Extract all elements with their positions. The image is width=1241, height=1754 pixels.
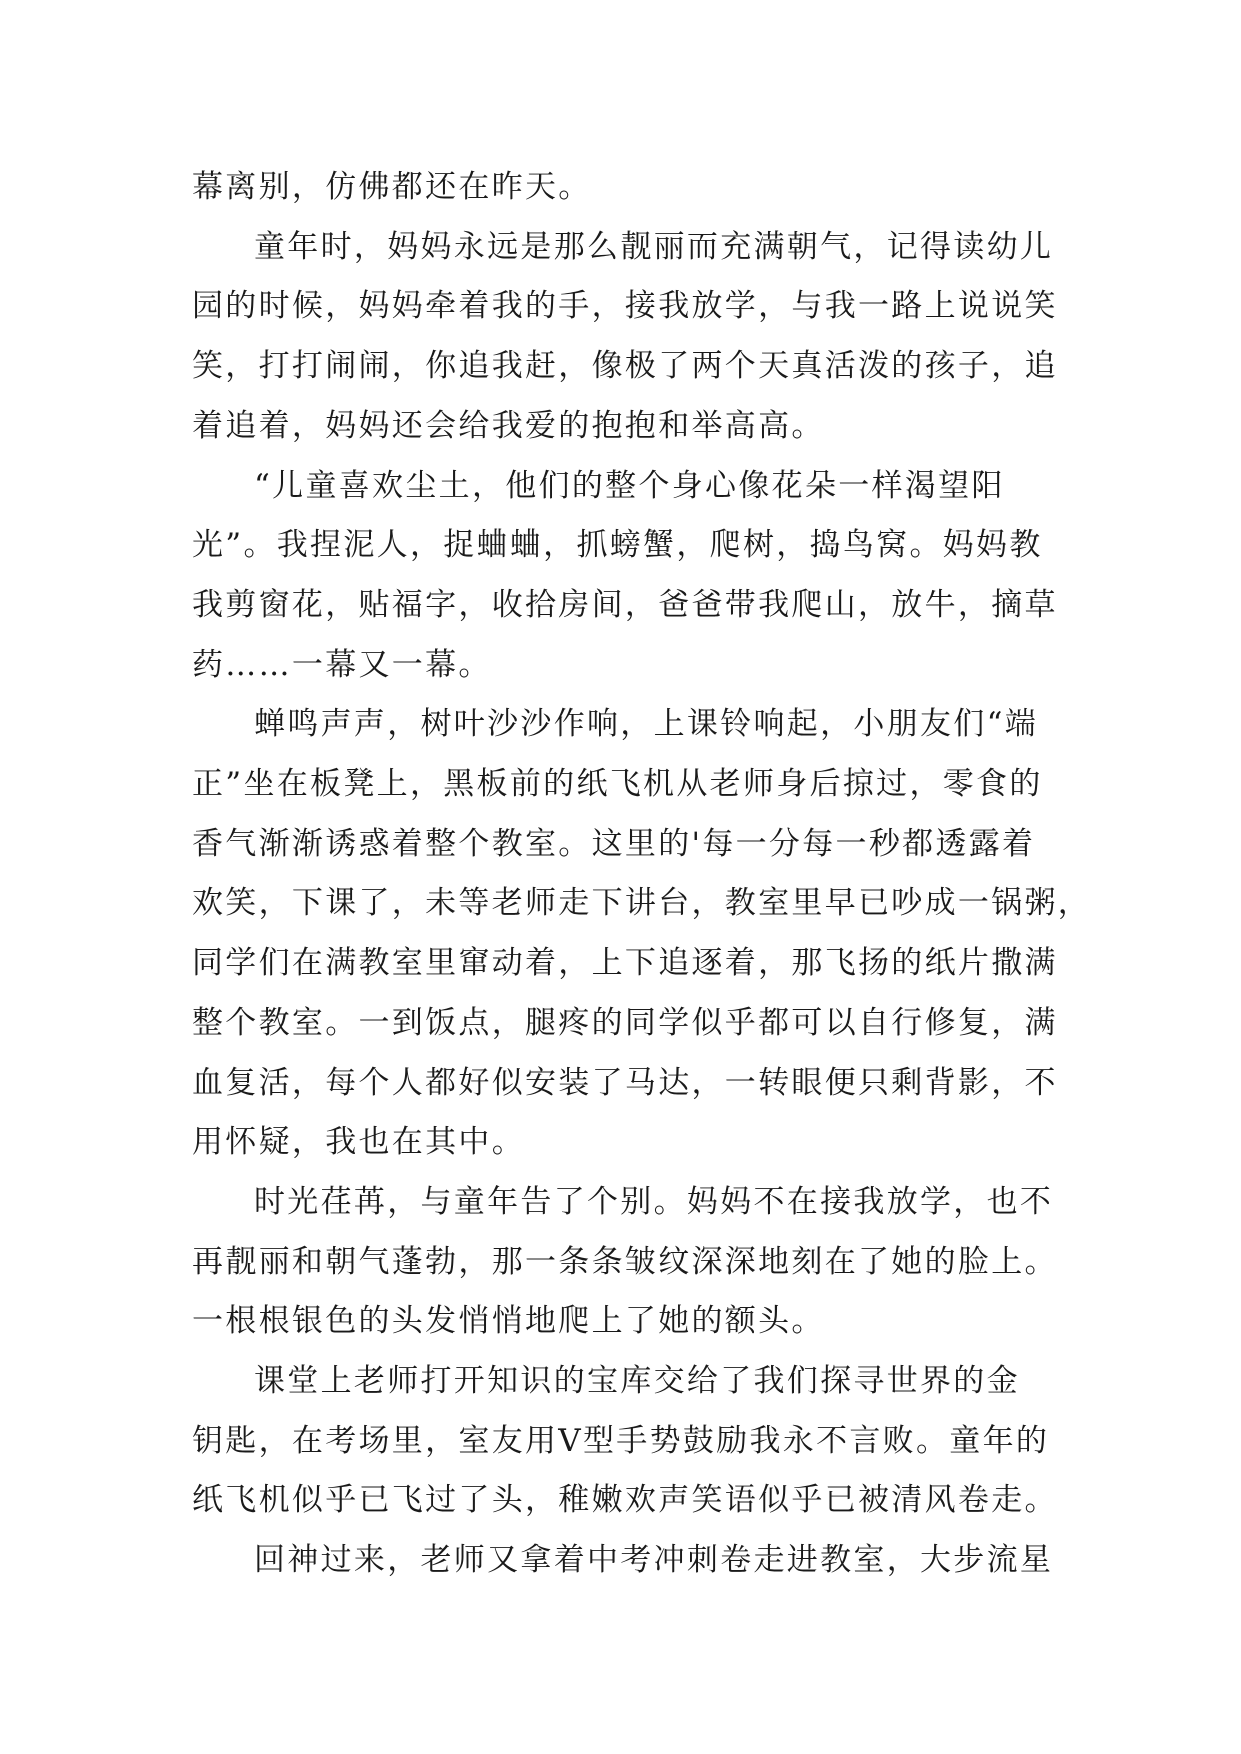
paragraph <box>192 1531 1082 1591</box>
text-line: 园的时候，妈妈牵着我的手，接我放学，与我一路上说说笑 <box>192 288 1058 325</box>
text-line: 笑，打打闹闹，你追我赶，像极了两个天真活泼的孩子，追 <box>192 348 1058 385</box>
text-line: 药……一幕又一幕。 <box>192 646 492 683</box>
text-line: 用怀疑，我也在其中。 <box>192 1124 525 1161</box>
paragraph <box>192 1173 1082 1352</box>
text-line: 欢笑，下课了，未等老师走下讲台，教室里早已吵成一锅粥， <box>192 885 1092 922</box>
text-line: 课堂上老师打开知识的宝库交给了我们探寻世界的金 <box>254 1363 1020 1400</box>
text-line: 血复活，每个人都好似安装了马达，一转眼便只剩背影，不 <box>192 1064 1058 1101</box>
paragraph <box>192 457 1082 696</box>
text-line: 纸飞机似乎已飞过了头，稚嫩欢声笑语似乎已被清风卷走。 <box>192 1482 1058 1519</box>
paragraph <box>192 695 1092 1173</box>
paragraph <box>192 218 1082 457</box>
text-line: 香气渐渐诱惑着整个教室。这里的'每一分每一秒都透露着 <box>192 825 1036 862</box>
text-line: 回神过来，老师又拿着中考冲刺卷走进教室，大步流星 <box>254 1542 1054 1579</box>
text-line: “儿童喜欢尘土，他们的整个身心像花朵一样渴望阳 <box>254 467 1005 504</box>
text-line: 再靓丽和朝气蓬勃，那一条条皱纹深深地刻在了她的脸上。 <box>192 1243 1058 1280</box>
text-line: 着追着，妈妈还会给我爱的抱抱和举高高。 <box>192 407 825 444</box>
text-line: 幕离别，仿佛都还在昨天。 <box>192 169 592 205</box>
document-body <box>192 158 1092 1591</box>
paragraph <box>192 1352 1082 1531</box>
text-line: 整个教室。一到饭点，腿疼的同学似乎都可以自行修复，满 <box>192 1004 1058 1041</box>
text-line: 正”坐在板凳上，黑板前的纸飞机从老师身后掠过，零食的 <box>192 766 1043 803</box>
text-line: 同学们在满教室里窜动着，上下追逐着，那飞扬的纸片撒满 <box>192 945 1058 982</box>
text-line: 钥匙，在考场里，室友用Ⅴ型手势鼓励我永不言败。童年的 <box>192 1422 1050 1459</box>
text-line: 我剪窗花，贴福字，收拾房间，爸爸带我爬山，放牛，摘草 <box>192 586 1058 623</box>
text-line: 光”。我捏泥人，捉蛐蛐，抓螃蟹，爬树，捣鸟窝。妈妈教 <box>192 527 1043 564</box>
text-line: 一根根银色的头发悄悄地爬上了她的额头。 <box>192 1303 825 1340</box>
paragraph <box>192 158 1082 218</box>
text-line: 时光荏苒，与童年告了个别。妈妈不在接我放学，也不 <box>254 1183 1054 1220</box>
text-line: 蝉鸣声声，树叶沙沙作响，上课铃响起，小朋友们“端 <box>254 706 1039 743</box>
text-line: 童年时，妈妈永远是那么靓丽而充满朝气，记得读幼儿 <box>254 228 1054 265</box>
